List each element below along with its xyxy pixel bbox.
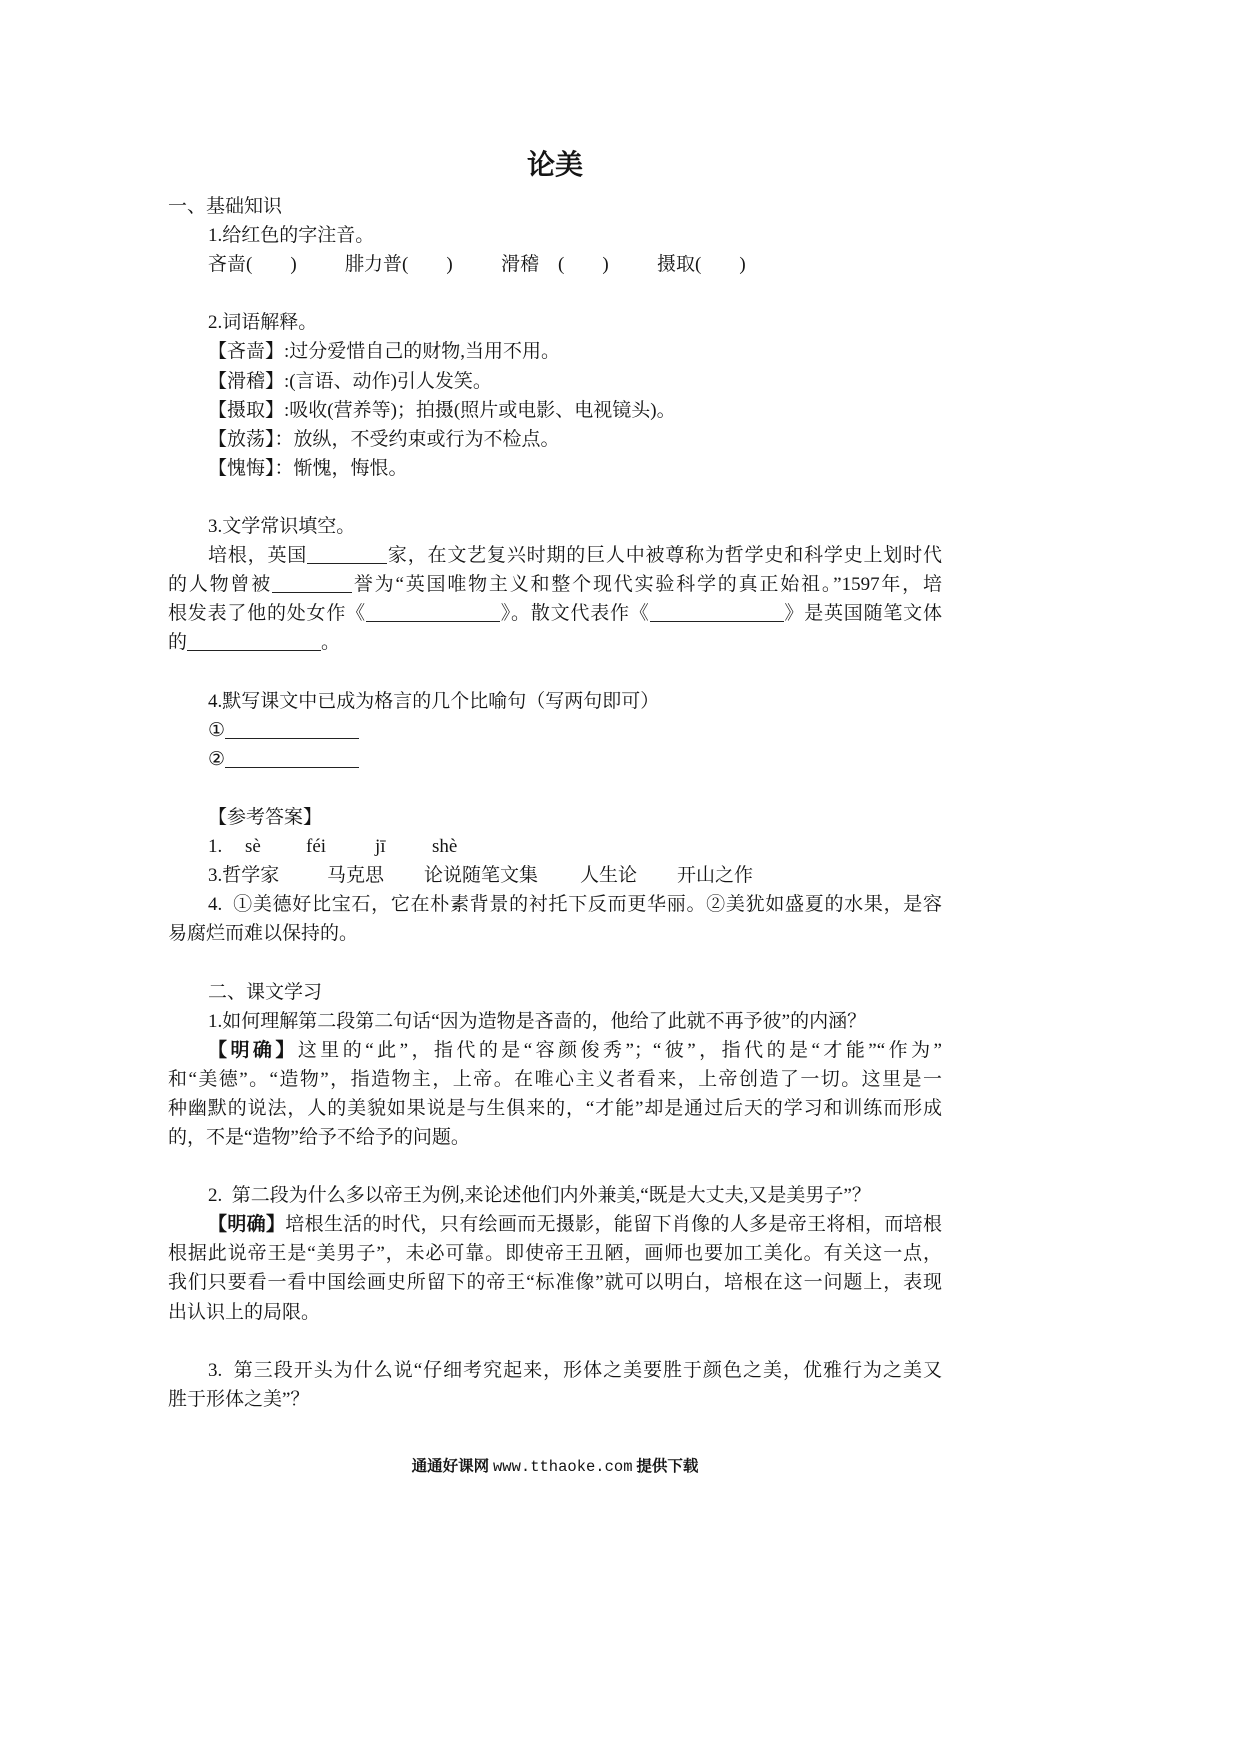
text-segment: 根发表了他的处女作《 bbox=[168, 603, 366, 625]
definition-entry: 【愧悔】：惭愧，悔恨。 bbox=[208, 457, 408, 479]
fill-in-blank bbox=[187, 636, 321, 651]
footer-credit bbox=[168, 1455, 942, 1478]
fill-in-line bbox=[168, 628, 942, 657]
footer-site-name: 通通好课网 bbox=[411, 1457, 490, 1475]
definition-entry: 【摄取】:吸收(营养等)；拍摄(照片或电影、电视镜头)。 bbox=[208, 399, 676, 421]
answers-heading: 【参考答案】 bbox=[208, 806, 323, 828]
fill-in-blank bbox=[225, 753, 359, 768]
literary-answer: 人生论 bbox=[580, 865, 638, 887]
pinyin-item: 吝啬( ) bbox=[208, 254, 297, 276]
paragraph-line: 出认识上的局限。 bbox=[168, 1301, 321, 1323]
spacer bbox=[168, 1152, 942, 1181]
footer-note: 提供下载 bbox=[636, 1457, 699, 1475]
text-segment: 》是英国随笔文体 bbox=[783, 603, 942, 625]
spacer bbox=[168, 658, 942, 687]
spacer bbox=[168, 279, 942, 308]
text-segment: 培根生活的时代，只有绘画而无摄影，能留下肖像的人多是帝王将相，而培根 bbox=[285, 1214, 942, 1236]
answer-line bbox=[168, 745, 942, 774]
fill-in-line bbox=[168, 599, 942, 628]
pinyin-item: 摄取( ) bbox=[657, 254, 746, 276]
fill-in-blank bbox=[225, 724, 359, 739]
question-prompt: 4.默写课文中已成为格言的几个比喻句（写两句即可） bbox=[208, 690, 660, 712]
spacer bbox=[168, 483, 942, 512]
section-heading: 二、课文学习 bbox=[208, 981, 323, 1003]
literary-answer: 3.哲学家 bbox=[208, 865, 280, 887]
paragraph-line bbox=[168, 1036, 942, 1065]
fill-in-blank bbox=[272, 578, 352, 593]
spacer bbox=[168, 1327, 942, 1356]
fill-in-line bbox=[168, 570, 942, 599]
pinyin-item: 滑稽 ( ) bbox=[501, 254, 609, 276]
question-prompt: 3.文学常识填空。 bbox=[208, 516, 356, 538]
literary-answer: 马克思 bbox=[327, 865, 385, 887]
question-prompt: 胜于形体之美”？ bbox=[168, 1388, 310, 1410]
question-prompt: 1.如何理解第二段第二句话“因为造物是吝啬的，他给了此就不再予彼”的内涵？ bbox=[208, 1010, 867, 1032]
paragraph-line: 的，不是“造物”给予不给予的问题。 bbox=[168, 1127, 470, 1148]
pinyin-answer: shè bbox=[432, 836, 458, 858]
literary-answer-row bbox=[168, 861, 942, 890]
paragraph-line: 4. ①美德好比宝石，它在朴素背景的衬托下反而更华丽。②美犹如盛夏的水果，是容 bbox=[208, 894, 942, 916]
text-segment: 誉为“英国唯物主义和整个现代实验科学的真正始祖。”1597年，培 bbox=[352, 574, 942, 596]
fill-in-blank bbox=[366, 607, 500, 622]
answer-number: 1. bbox=[208, 836, 223, 858]
paragraph-line: 易腐烂而难以保持的。 bbox=[168, 923, 359, 945]
pinyin-answer-row bbox=[168, 832, 942, 861]
text-segment: 的 bbox=[168, 632, 188, 654]
worksheet-content bbox=[168, 192, 942, 1414]
text-segment: 这里的“此”，指代的是“容颜俊秀”；“彼”，指代的是“才能”“作为” bbox=[297, 1039, 942, 1061]
paragraph-line: 根据此说帝王是“美男子”，未必可靠。即使帝王丑陋，画师也要加工美化。有关这一点， bbox=[168, 1243, 942, 1265]
item-marker: ① bbox=[208, 719, 226, 741]
definition-entry: 【滑稽】:(言语、动作)引人发笑。 bbox=[208, 370, 492, 392]
pinyin-question-row bbox=[168, 250, 942, 279]
text-segment: 》。散文代表作《 bbox=[499, 603, 650, 625]
definition-entry: 【吝啬】:过分爱惜自己的财物,当用不用。 bbox=[208, 341, 561, 363]
text-segment: 家，在文艺复兴时期的巨人中被尊称为哲学史和科学史上划时代 bbox=[387, 545, 942, 567]
spacer bbox=[168, 774, 942, 803]
spacer bbox=[168, 948, 942, 977]
literary-answer: 开山之作 bbox=[677, 865, 754, 887]
fill-in-blank bbox=[307, 549, 387, 564]
definition-entry: 【放荡】：放纵，不受约束或行为不检点。 bbox=[208, 428, 560, 450]
pinyin-answer: sè bbox=[245, 836, 261, 858]
answer-label: 【明确】 bbox=[208, 1214, 286, 1236]
item-marker: ② bbox=[208, 748, 226, 770]
pinyin-answer: féi bbox=[306, 836, 327, 858]
question-prompt: 2.词语解释。 bbox=[208, 312, 318, 334]
text-segment: 。 bbox=[321, 632, 341, 654]
paragraph-line: 我们只要看一看中国绘画史所留下的帝王“标准像”就可以明白，培根在这一问题上，表现 bbox=[168, 1272, 942, 1294]
pinyin-answer: jī bbox=[375, 836, 386, 858]
pinyin-item: 腓力普( ) bbox=[345, 254, 453, 276]
text-segment: 的人物曾被 bbox=[168, 574, 273, 596]
footer-url: www.tthaoke.com bbox=[492, 1458, 633, 1476]
document-title: 论美 bbox=[526, 148, 583, 181]
question-prompt: 1.给红色的字注音。 bbox=[208, 225, 375, 247]
section-heading: 一、基础知识 bbox=[168, 196, 283, 217]
answer-label: 【明确】 bbox=[208, 1039, 298, 1061]
question-prompt: 3. 第三段开头为什么说“仔细考究起来，形体之美要胜于颜色之美，优雅行为之美又 bbox=[208, 1359, 942, 1381]
question-prompt: 2. 第二段为什么多以帝王为例,来论述他们内外兼美,“既是大丈夫,又是美男子”？ bbox=[208, 1185, 871, 1207]
literary-answer: 论说随笔文集 bbox=[424, 865, 539, 887]
fill-in-blank bbox=[650, 607, 784, 622]
paragraph-line bbox=[168, 1210, 942, 1239]
paragraph-line: 和“美德”。“造物”，指造物主，上帝。在唯心主义者看来，上帝创造了一切。这里是一 bbox=[168, 1068, 942, 1090]
fill-in-line bbox=[168, 541, 942, 570]
answer-line bbox=[168, 716, 942, 745]
text-segment: 培根，英国 bbox=[208, 545, 308, 567]
paragraph-line: 种幽默的说法，人的美貌如果说是与生俱来的，“才能”却是通过后天的学习和训练而形成 bbox=[168, 1097, 942, 1119]
